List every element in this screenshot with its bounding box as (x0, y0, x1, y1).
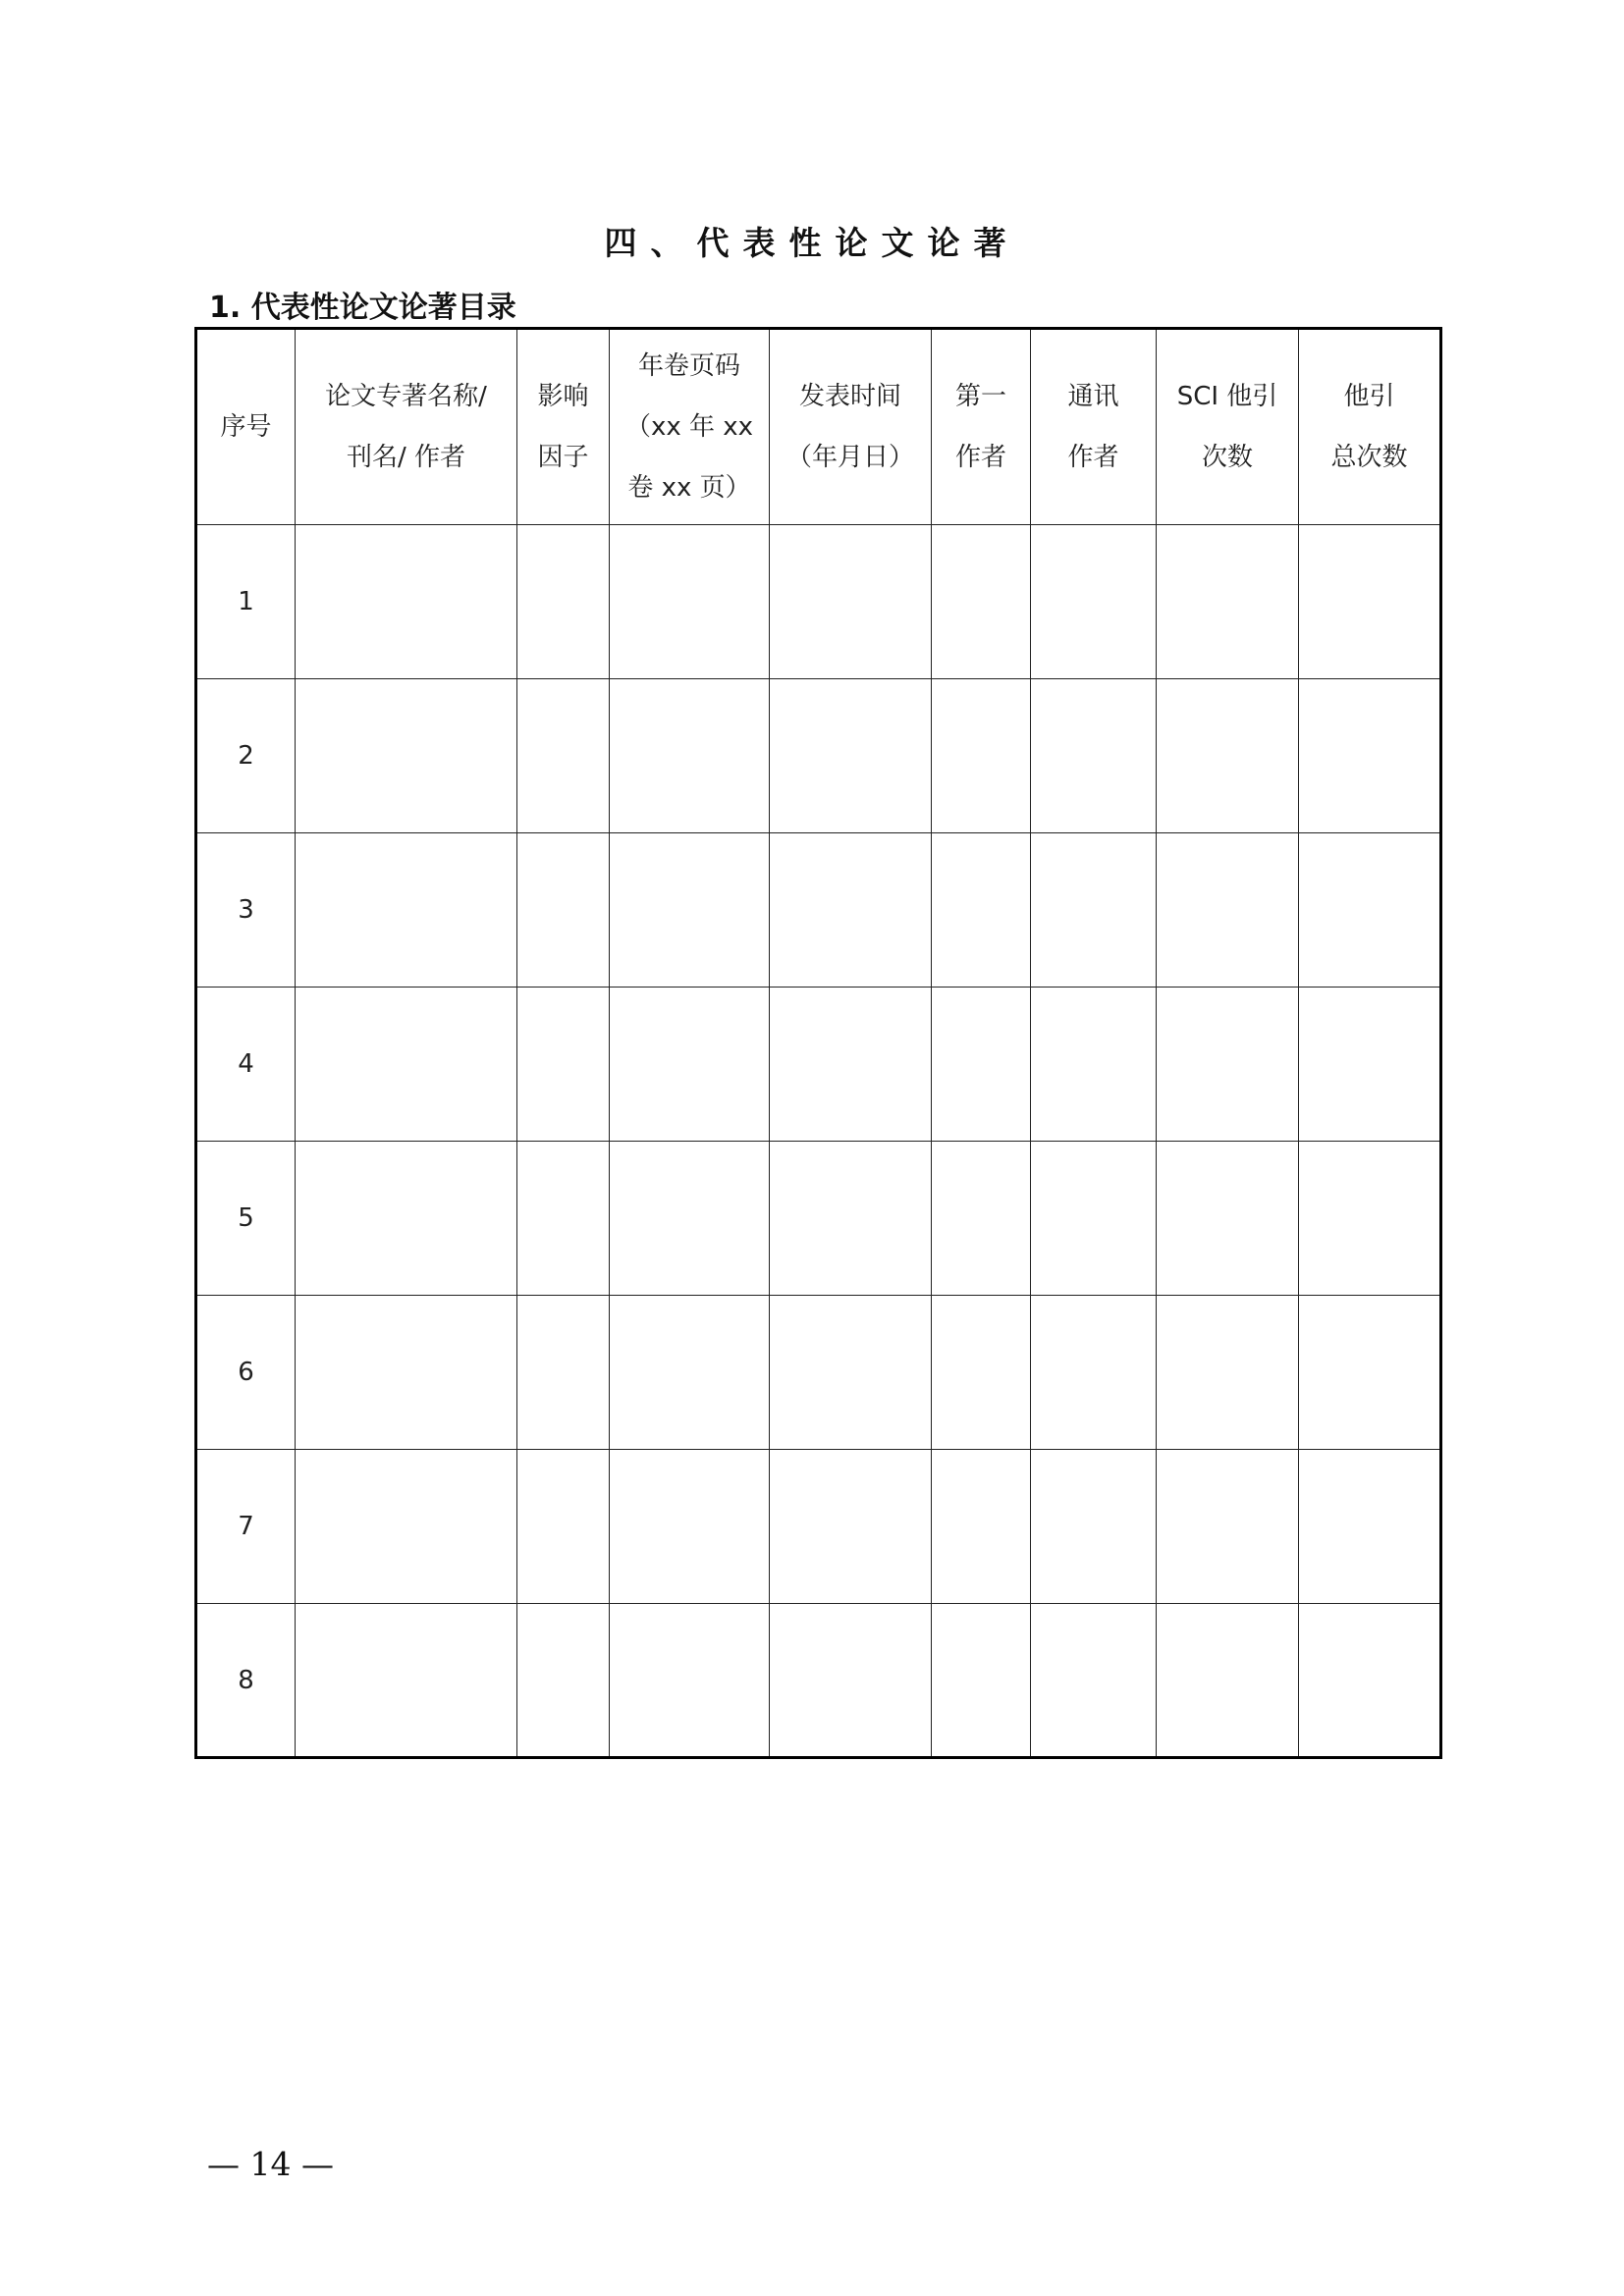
header-volume-pages: 年卷页码 （xx 年 xx 卷 xx 页） (610, 329, 770, 525)
total-citations-cell[interactable] (1299, 1450, 1441, 1604)
papers-table-container (194, 327, 1439, 1759)
table-row (196, 988, 1441, 1142)
impact-factor-cell[interactable] (517, 1604, 610, 1758)
row-number: 5 (196, 1142, 296, 1296)
table-row (196, 1142, 1441, 1296)
publish-date-cell[interactable] (770, 679, 932, 833)
publish-date-cell[interactable] (770, 833, 932, 988)
title-cell[interactable] (296, 1142, 517, 1296)
sci-citations-cell[interactable] (1157, 679, 1299, 833)
header-corresponding-author: 通讯 作者 (1031, 329, 1157, 525)
sci-citations-cell[interactable] (1157, 1296, 1299, 1450)
table-row (196, 1450, 1441, 1604)
sci-citations-cell[interactable] (1157, 1450, 1299, 1604)
total-citations-cell[interactable] (1299, 1296, 1441, 1450)
title-cell[interactable] (296, 679, 517, 833)
volume-pages-cell[interactable] (610, 1450, 770, 1604)
title-cell[interactable] (296, 1296, 517, 1450)
total-citations-cell[interactable] (1299, 525, 1441, 679)
first-author-cell[interactable] (932, 833, 1031, 988)
publish-date-cell[interactable] (770, 1142, 932, 1296)
title-cell[interactable] (296, 525, 517, 679)
volume-pages-cell[interactable] (610, 1604, 770, 1758)
table-row (196, 1604, 1441, 1758)
title-cell[interactable] (296, 1450, 517, 1604)
header-sci-citations: SCI 他引 次数 (1157, 329, 1299, 525)
publish-date-cell[interactable] (770, 988, 932, 1142)
header-seq: 序号 (196, 329, 296, 525)
volume-pages-cell[interactable] (610, 833, 770, 988)
corresponding-author-cell[interactable] (1031, 988, 1157, 1142)
first-author-cell[interactable] (932, 525, 1031, 679)
first-author-cell[interactable] (932, 1296, 1031, 1450)
title-cell[interactable] (296, 1604, 517, 1758)
volume-pages-cell[interactable] (610, 1296, 770, 1450)
corresponding-author-cell[interactable] (1031, 1142, 1157, 1296)
table-row (196, 1296, 1441, 1450)
header-first-author: 第一 作者 (932, 329, 1031, 525)
header-impact-factor: 影响 因子 (517, 329, 610, 525)
first-author-cell[interactable] (932, 1604, 1031, 1758)
impact-factor-cell[interactable] (517, 833, 610, 988)
table-body (196, 525, 1441, 1758)
total-citations-cell[interactable] (1299, 1604, 1441, 1758)
total-citations-cell[interactable] (1299, 679, 1441, 833)
row-number: 7 (196, 1450, 296, 1604)
row-number: 8 (196, 1604, 296, 1758)
first-author-cell[interactable] (932, 988, 1031, 1142)
publish-date-cell[interactable] (770, 525, 932, 679)
row-number: 3 (196, 833, 296, 988)
total-citations-cell[interactable] (1299, 833, 1441, 988)
publish-date-cell[interactable] (770, 1604, 932, 1758)
publish-date-cell[interactable] (770, 1296, 932, 1450)
volume-pages-cell[interactable] (610, 679, 770, 833)
volume-pages-cell[interactable] (610, 1142, 770, 1296)
sci-citations-cell[interactable] (1157, 988, 1299, 1142)
row-number: 6 (196, 1296, 296, 1450)
sci-citations-cell[interactable] (1157, 1604, 1299, 1758)
page-number: — 14 — (207, 2145, 334, 2183)
sci-citations-cell[interactable] (1157, 833, 1299, 988)
volume-pages-cell[interactable] (610, 988, 770, 1142)
row-number: 1 (196, 525, 296, 679)
subheading: 1. 代表性论文论著目录 (209, 291, 516, 325)
section-title: 四、代表性论文论著 (604, 224, 1020, 262)
title-cell[interactable] (296, 833, 517, 988)
table-row (196, 833, 1441, 988)
sci-citations-cell[interactable] (1157, 1142, 1299, 1296)
corresponding-author-cell[interactable] (1031, 1604, 1157, 1758)
total-citations-cell[interactable] (1299, 1142, 1441, 1296)
publish-date-cell[interactable] (770, 1450, 932, 1604)
header-publish-date: 发表时间 （年月日） (770, 329, 932, 525)
impact-factor-cell[interactable] (517, 1142, 610, 1296)
sci-citations-cell[interactable] (1157, 525, 1299, 679)
row-number: 4 (196, 988, 296, 1142)
corresponding-author-cell[interactable] (1031, 833, 1157, 988)
impact-factor-cell[interactable] (517, 1450, 610, 1604)
impact-factor-cell[interactable] (517, 988, 610, 1142)
corresponding-author-cell[interactable] (1031, 1296, 1157, 1450)
table-header-row (196, 329, 1441, 525)
corresponding-author-cell[interactable] (1031, 679, 1157, 833)
first-author-cell[interactable] (932, 1142, 1031, 1296)
header-title: 论文专著名称/ 刊名/ 作者 (296, 329, 517, 525)
title-cell[interactable] (296, 988, 517, 1142)
corresponding-author-cell[interactable] (1031, 1450, 1157, 1604)
impact-factor-cell[interactable] (517, 1296, 610, 1450)
impact-factor-cell[interactable] (517, 679, 610, 833)
total-citations-cell[interactable] (1299, 988, 1441, 1142)
first-author-cell[interactable] (932, 679, 1031, 833)
corresponding-author-cell[interactable] (1031, 525, 1157, 679)
papers-table (194, 327, 1442, 1759)
volume-pages-cell[interactable] (610, 525, 770, 679)
table-row (196, 679, 1441, 833)
first-author-cell[interactable] (932, 1450, 1031, 1604)
table-row (196, 525, 1441, 679)
row-number: 2 (196, 679, 296, 833)
header-total-citations: 他引 总次数 (1299, 329, 1441, 525)
impact-factor-cell[interactable] (517, 525, 610, 679)
